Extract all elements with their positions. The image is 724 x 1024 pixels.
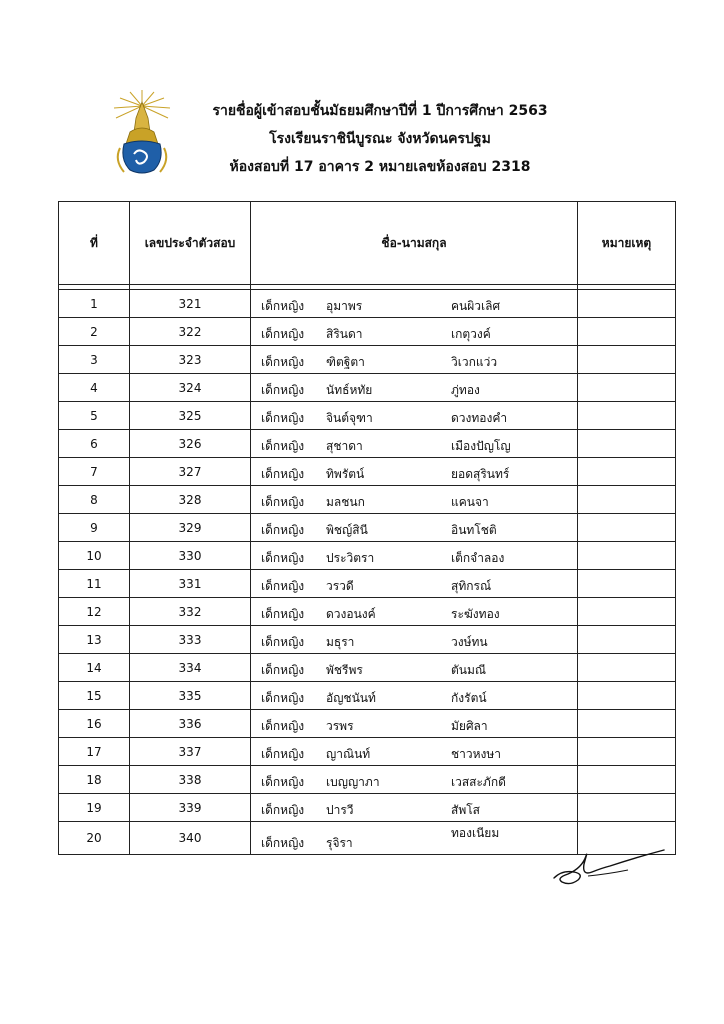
first-name: สิรินดา: [326, 327, 363, 341]
last-name: ภู่ทอง: [451, 383, 480, 397]
remarks-cell: [578, 374, 676, 402]
table-row: [59, 402, 676, 430]
remarks-cell: [578, 430, 676, 458]
name-title: เด็กหญิง: [261, 299, 305, 313]
exam-id: 329: [130, 514, 251, 542]
row-number: 1: [59, 290, 130, 318]
last-name: ยอดสุรินทร์: [451, 467, 510, 481]
table-row: [59, 346, 676, 374]
first-name: จินต์จุฑา: [326, 411, 373, 425]
name-title: เด็กหญิง: [261, 551, 305, 565]
exam-id: 324: [130, 374, 251, 402]
table-row: [59, 514, 676, 542]
first-name: วรพร: [326, 719, 354, 733]
student-name-cell: [251, 766, 578, 794]
last-name: อินทโชติ: [451, 523, 497, 537]
exam-id: 335: [130, 682, 251, 710]
remarks-cell: [578, 626, 676, 654]
column-header-number: ที่: [59, 202, 130, 285]
name-title: เด็กหญิง: [261, 803, 305, 817]
row-number: 10: [59, 542, 130, 570]
student-name-cell: [251, 710, 578, 738]
remarks-cell: [578, 486, 676, 514]
signature: [548, 840, 668, 890]
exam-id: 323: [130, 346, 251, 374]
first-name: อุมาพร: [326, 299, 363, 313]
row-number: 14: [59, 654, 130, 682]
remarks-cell: [578, 654, 676, 682]
name-title: เด็กหญิง: [261, 719, 305, 733]
row-number: 13: [59, 626, 130, 654]
name-title: เด็กหญิง: [261, 607, 305, 621]
header-school: โรงเรียนราชินีบูรณะ จังหวัดนครปฐม: [269, 131, 491, 147]
last-name: ชาวหงษา: [451, 747, 502, 761]
row-number: 3: [59, 346, 130, 374]
student-name-cell: [251, 654, 578, 682]
row-number: 8: [59, 486, 130, 514]
remarks-cell: [578, 458, 676, 486]
name-title: เด็กหญิง: [261, 663, 305, 677]
first-name: สุชาดา: [326, 439, 363, 453]
exam-id: 339: [130, 794, 251, 822]
exam-id: 338: [130, 766, 251, 794]
first-name: มลชนก: [326, 495, 365, 509]
name-title: เด็กหญิง: [261, 523, 305, 537]
exam-id: 325: [130, 402, 251, 430]
student-name-cell: [251, 318, 578, 346]
name-title: เด็กหญิง: [261, 411, 305, 425]
table-row: [59, 458, 676, 486]
table-row: [59, 374, 676, 402]
column-header-remarks: หมายเหตุ: [578, 202, 676, 285]
row-number: 6: [59, 430, 130, 458]
table-row: [59, 486, 676, 514]
table-row: [59, 766, 676, 794]
exam-id: 340: [130, 822, 251, 855]
last-name: แคนจา: [451, 495, 489, 509]
remarks-cell: [578, 570, 676, 598]
row-number: 16: [59, 710, 130, 738]
row-number: 19: [59, 794, 130, 822]
last-name: สุทิกรณ์: [451, 579, 492, 593]
table-row: [59, 542, 676, 570]
name-title: เด็กหญิง: [261, 579, 305, 593]
row-number: 20: [59, 822, 130, 855]
name-title: เด็กหญิง: [261, 775, 305, 789]
remarks-cell: [578, 318, 676, 346]
exam-id: 330: [130, 542, 251, 570]
student-name-cell: [251, 486, 578, 514]
student-name-cell: [251, 570, 578, 598]
exam-id: 321: [130, 290, 251, 318]
header-room: ห้องสอบที่ 17 อาคาร 2 หมายเลขห้องสอบ 2318: [229, 159, 531, 175]
student-name-cell: [251, 374, 578, 402]
student-name-cell: [251, 290, 578, 318]
first-name: ทิพรัตน์: [326, 467, 365, 481]
table-row: [59, 570, 676, 598]
first-name: นัทธ์หทัย: [326, 383, 373, 397]
exam-id: 328: [130, 486, 251, 514]
table-header-row: [59, 202, 676, 285]
table-row: [59, 318, 676, 346]
name-title: เด็กหญิง: [261, 383, 305, 397]
remarks-cell: [578, 542, 676, 570]
last-name: สัพโส: [451, 803, 481, 817]
exam-id: 332: [130, 598, 251, 626]
exam-id: 334: [130, 654, 251, 682]
remarks-cell: [578, 710, 676, 738]
student-name-cell: [251, 514, 578, 542]
student-name-cell: [251, 346, 578, 374]
student-name-cell: [251, 626, 578, 654]
first-name: ประวิตรา: [326, 551, 375, 565]
name-title: เด็กหญิง: [261, 467, 305, 481]
table-row: [59, 290, 676, 318]
student-name-cell: [251, 458, 578, 486]
name-title: เด็กหญิง: [261, 836, 305, 850]
name-title: เด็กหญิง: [261, 495, 305, 509]
last-name: ตันมณี: [451, 663, 487, 677]
last-name: ดวงทองคำ: [451, 411, 508, 425]
remarks-cell: [578, 402, 676, 430]
table-row: [59, 598, 676, 626]
row-number: 4: [59, 374, 130, 402]
first-name: อัญชนันท์: [326, 691, 376, 705]
exam-id: 337: [130, 738, 251, 766]
exam-id: 322: [130, 318, 251, 346]
exam-id: 336: [130, 710, 251, 738]
first-name: ดวงอนงค์: [326, 607, 376, 621]
row-number: 18: [59, 766, 130, 794]
first-name: ญาณินท์: [326, 747, 371, 761]
exam-id: 331: [130, 570, 251, 598]
remarks-cell: [578, 738, 676, 766]
row-number: 11: [59, 570, 130, 598]
last-name: เกตุวงค์: [451, 327, 491, 341]
student-name-cell: [251, 822, 578, 855]
header-title: รายชื่อผู้เข้าสอบชั้นมัธยมศึกษาปีที่ 1 ปีการศึกษา 2563: [212, 103, 548, 119]
student-name-cell: [251, 430, 578, 458]
student-name-cell: [251, 794, 578, 822]
last-name: เต็กจำลอง: [451, 551, 505, 565]
remarks-cell: [578, 682, 676, 710]
table-row: [59, 738, 676, 766]
student-name-cell: [251, 682, 578, 710]
row-number: 12: [59, 598, 130, 626]
last-name: มัยศิลา: [451, 719, 488, 733]
remarks-cell: [578, 290, 676, 318]
table-row: [59, 654, 676, 682]
exam-id: 333: [130, 626, 251, 654]
remarks-cell: [578, 794, 676, 822]
first-name: พัชรีพร: [326, 663, 363, 677]
student-name-cell: [251, 598, 578, 626]
last-name: ทองเนียม: [451, 826, 500, 840]
last-name: เวสสะภักดี: [451, 775, 506, 789]
document-header: [190, 97, 570, 181]
row-number: 7: [59, 458, 130, 486]
name-title: เด็กหญิง: [261, 691, 305, 705]
exam-id: 327: [130, 458, 251, 486]
row-number: 15: [59, 682, 130, 710]
row-number: 17: [59, 738, 130, 766]
first-name: วรวดี: [326, 579, 354, 593]
name-title: เด็กหญิง: [261, 327, 305, 341]
table-row: [59, 682, 676, 710]
name-title: เด็กหญิง: [261, 355, 305, 369]
remarks-cell: [578, 346, 676, 374]
last-name: กังรัตน์: [451, 691, 487, 705]
first-name: พิชญ์สินี: [326, 523, 368, 537]
remarks-cell: [578, 514, 676, 542]
last-name: วงษ์ทน: [451, 635, 488, 649]
last-name: เมืองปัญโญ: [451, 439, 511, 453]
table-row: [59, 794, 676, 822]
last-name: วิเวกแว่ว: [451, 355, 498, 369]
remarks-cell: [578, 598, 676, 626]
row-number: 5: [59, 402, 130, 430]
first-name: เบญญาภา: [326, 775, 380, 789]
table-row: [59, 626, 676, 654]
student-name-cell: [251, 402, 578, 430]
table-row: [59, 430, 676, 458]
remarks-cell: [578, 766, 676, 794]
first-name: รุจิรา: [326, 836, 353, 850]
row-number: 2: [59, 318, 130, 346]
name-title: เด็กหญิง: [261, 439, 305, 453]
school-emblem-logo: [110, 88, 174, 178]
first-name: ปารวี: [326, 803, 354, 817]
student-name-cell: [251, 738, 578, 766]
column-header-name: ชื่อ-นามสกุล: [251, 202, 578, 285]
last-name: คนผิวเลิศ: [451, 299, 501, 313]
first-name: มธุรา: [326, 635, 355, 649]
name-title: เด็กหญิง: [261, 635, 305, 649]
exam-roster-table: [58, 201, 676, 855]
table-row: [59, 710, 676, 738]
first-name: ฑิตฐิตา: [326, 355, 365, 369]
name-title: เด็กหญิง: [261, 747, 305, 761]
last-name: ระฆังทอง: [451, 607, 500, 621]
student-name-cell: [251, 542, 578, 570]
exam-id: 326: [130, 430, 251, 458]
row-number: 9: [59, 514, 130, 542]
column-header-exam-id: เลขประจำตัวสอบ: [130, 202, 251, 285]
